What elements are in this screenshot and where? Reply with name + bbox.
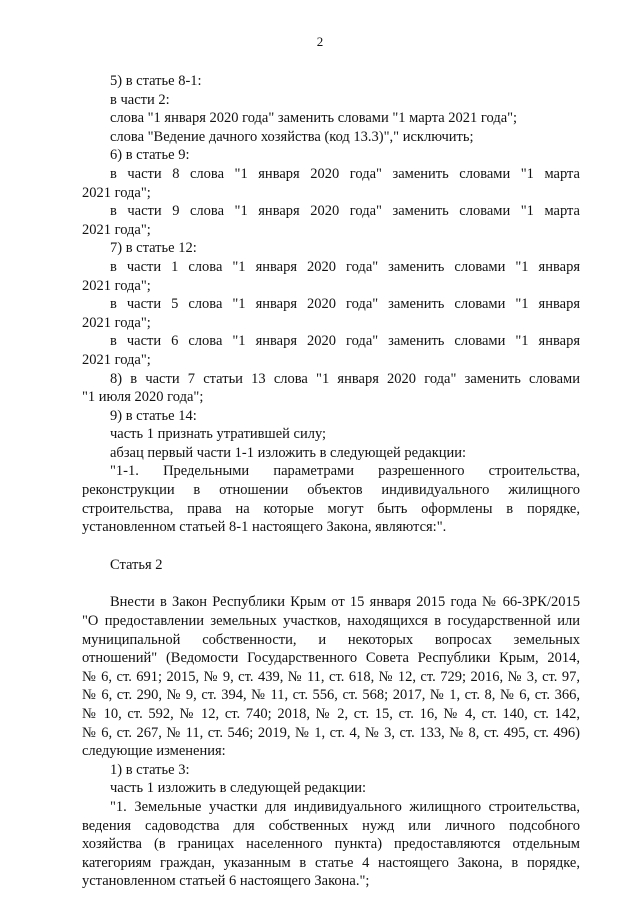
text-line: установленном статьей 6 настоящего Закона."; <box>82 873 370 890</box>
text-line: "О предоставлении земельных участков, находящихся в государственной или <box>82 613 580 630</box>
text-line: следующие изменения: <box>82 743 226 760</box>
text-line: в части 1 слова "1 января 2020 года" заменить словами "1 января <box>110 258 580 275</box>
text-line: слова "Ведение дачного хозяйства (код 13.3)"," исключить; <box>110 128 474 145</box>
text-line: категориям граждан, указанным в статье 4 настоящего Закона, в порядке, <box>82 854 580 871</box>
document-body <box>82 72 580 891</box>
text-line: № 6, ст. 290, № 9, ст. 394, № 11, ст. 556, ст. 568; 2017, № 1, ст. 8, № 6, ст. 366, <box>82 687 580 704</box>
text-line: Внести в Закон Республики Крым от 15 января 2015 года № 66-ЗРК/2015 <box>110 594 580 611</box>
text-line: 7) в статье 12: <box>110 240 197 257</box>
text-line: "1-1. Предельными параметрами разрешенного строительства, <box>110 463 580 480</box>
text-line: 2021 года"; <box>82 184 151 201</box>
text-line: ведения садоводства для собственных нужд или личного подсобного <box>82 817 580 834</box>
text-line: муниципальной собственности, и некоторых вопросах земельных <box>82 631 580 648</box>
text-line: 2021 года"; <box>82 277 151 294</box>
text-line: 2021 года"; <box>82 351 151 368</box>
text-line: "1. Земельные участки для индивидуального жилищного строительства, <box>110 798 580 815</box>
text-line: 6) в статье 9: <box>110 147 190 164</box>
text-line: 8) в части 7 статьи 13 слова "1 января 2020 года" заменить словами <box>110 370 580 387</box>
text-line: установленном статьей 8-1 настоящего Закона, являются:". <box>82 519 447 536</box>
text-line: строительства, права на которые могут быть оформлены в порядке, <box>82 500 580 517</box>
text-line: 5) в статье 8-1: <box>110 73 202 89</box>
page-number: 2 <box>316 34 324 49</box>
text-line: в части 6 слова "1 января 2020 года" заменить словами "1 января <box>110 333 580 350</box>
text-line: в части 8 слова "1 января 2020 года" заменить словами "1 марта <box>110 165 580 182</box>
text-line: в части 2: <box>110 91 170 108</box>
text-line: "1 июля 2020 года"; <box>82 389 204 406</box>
text-line: слова "1 января 2020 года" заменить словами "1 марта 2021 года"; <box>110 110 518 127</box>
text-line: № 6, ст. 267, № 11, ст. 546; 2019, № 1, ст. 4, № 3, ст. 133, № 8, ст. 495, ст. 496) <box>82 724 580 741</box>
text-line: № 6, ст. 691; 2015, № 9, ст. 439, № 11, ст. 618, № 12, ст. 729; 2016, № 3, ст. 97, <box>82 668 580 685</box>
text-line: в части 5 слова "1 января 2020 года" заменить словами "1 января <box>110 296 580 313</box>
text-line: 2021 года"; <box>82 314 151 331</box>
text-line: Статья 2 <box>110 556 163 573</box>
text-line: реконструкции в отношении объектов индивидуального жилищного <box>82 482 580 499</box>
paragraph-gap <box>82 537 580 556</box>
text-line: 9) в статье 14: <box>110 407 197 424</box>
text-line: № 10, ст. 592, № 12, ст. 740; 2018, № 2, ст. 15, ст. 16, № 4, ст. 140, ст. 142, <box>82 706 580 722</box>
paragraph-gap <box>82 574 580 593</box>
text-line: абзац первый части 1-1 изложить в следующей редакции: <box>110 444 467 461</box>
text-line: 1) в статье 3: <box>110 761 190 778</box>
text-line: часть 1 признать утратившей силу; <box>110 426 327 443</box>
text-line: часть 1 изложить в следующей редакции: <box>110 780 367 797</box>
text-line: хозяйства (в границах населенного пункта) предоставляются отдельным <box>82 836 580 853</box>
text-line: в части 9 слова "1 января 2020 года" заменить словами "1 марта <box>110 203 580 220</box>
text-line: 2021 года"; <box>82 221 151 238</box>
text-line: отношений" (Ведомости Государственного Совета Республики Крым, 2014, <box>82 650 580 667</box>
